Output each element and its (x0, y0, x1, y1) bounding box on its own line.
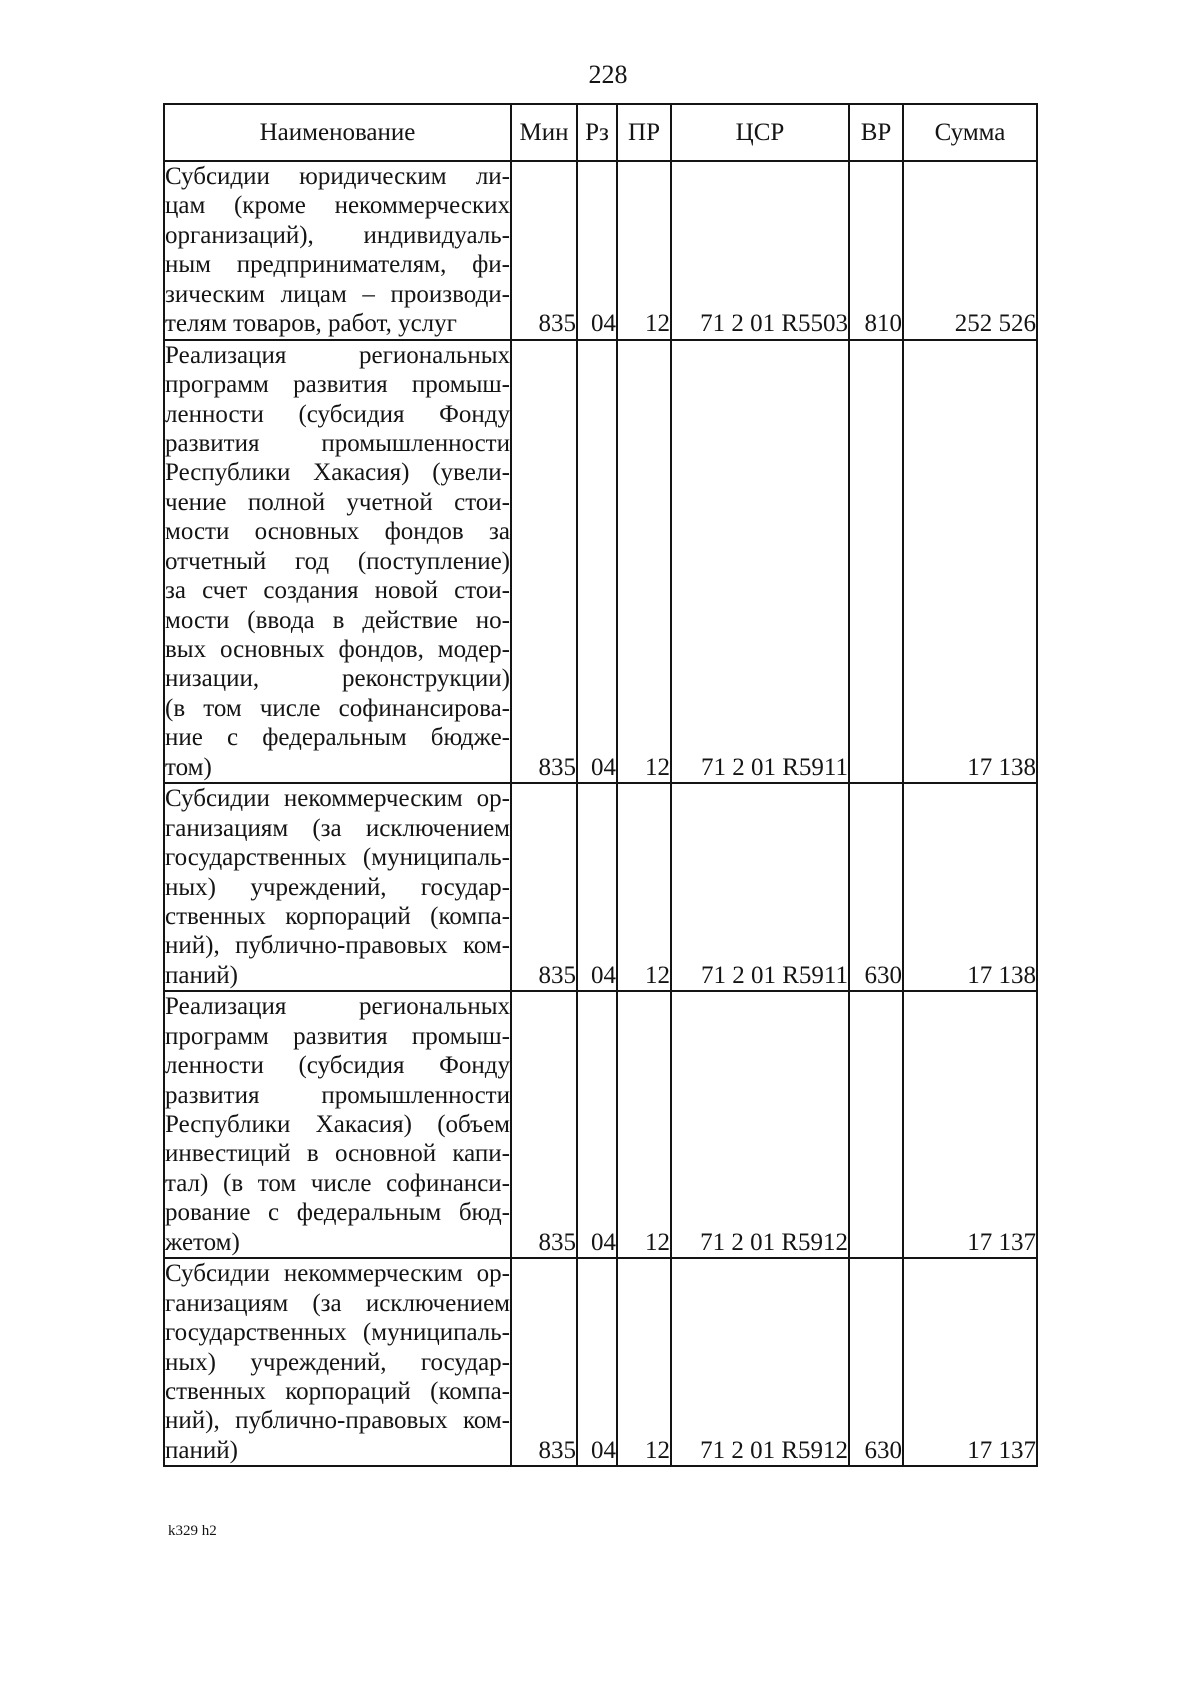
header-rz: Рз (577, 104, 617, 161)
header-name: Наименование (164, 104, 511, 161)
pr-cell: 12 (617, 161, 671, 340)
header-min: Мин (511, 104, 577, 161)
csr-cell: 71 2 01 R5912 (671, 991, 849, 1258)
csr-cell: 71 2 01 R5912 (671, 1258, 849, 1466)
csr-cell: 71 2 01 R5503 (671, 161, 849, 340)
name-line: отчетный год (поступление) (165, 547, 510, 575)
min-cell: 835 (511, 161, 577, 340)
table-row (164, 161, 1037, 340)
name-cell (164, 783, 511, 991)
name-line: зическим лицам – производи- (165, 280, 510, 308)
name-line: мости (ввода в действие но- (165, 606, 510, 634)
name-line: развития промышленности (165, 1081, 510, 1109)
sum-cell: 17 138 (903, 340, 1037, 784)
pr-cell: 12 (617, 783, 671, 991)
name-cell (164, 161, 511, 340)
table-header-row (164, 104, 1037, 161)
name-line: государственных (муниципаль- (165, 1319, 510, 1347)
name-line: Субсидии некоммерческим ор- (165, 785, 510, 813)
vr-cell: 630 (849, 1258, 903, 1466)
name-line: Реализация региональных (165, 993, 510, 1021)
name-line: тал) (в том числе софинанси- (165, 1169, 510, 1197)
min-cell: 835 (511, 991, 577, 1258)
name-line: ние с федеральным бюдже- (165, 724, 510, 752)
vr-cell: 810 (849, 161, 903, 340)
name-line: мости основных фондов за (165, 518, 510, 546)
csr-cell: 71 2 01 R5911 (671, 783, 849, 991)
name-line: том) (165, 753, 212, 781)
sum-cell: 17 137 (903, 1258, 1037, 1466)
name-line: инвестиций в основной капи- (165, 1140, 510, 1168)
name-line: ственных корпораций (компа- (165, 902, 510, 930)
name-line: программ развития промыш- (165, 371, 510, 399)
name-line: паний) (165, 1436, 238, 1464)
vr-cell (849, 991, 903, 1258)
rz-cell: 04 (577, 783, 617, 991)
table-row (164, 783, 1037, 991)
sum-cell: 252 526 (903, 161, 1037, 340)
name-line: ным предпринимателям, фи- (165, 251, 510, 279)
name-line: Реализация региональных (165, 341, 510, 369)
pr-cell: 12 (617, 340, 671, 784)
name-cell (164, 340, 511, 784)
csr-cell: 71 2 01 R5911 (671, 340, 849, 784)
name-line: Субсидии некоммерческим ор- (165, 1260, 510, 1288)
name-line: паний) (165, 961, 238, 989)
name-line: за счет создания новой стои- (165, 577, 510, 605)
min-cell: 835 (511, 783, 577, 991)
name-line: ных) учреждений, государ- (165, 1348, 510, 1376)
name-line: ленности (субсидия Фонду (165, 400, 510, 428)
name-line: цам (кроме некоммерческих (165, 192, 510, 220)
name-line: вых основных фондов, модер- (165, 636, 510, 663)
name-line: ленности (субсидия Фонду (165, 1052, 510, 1080)
pr-cell: 12 (617, 991, 671, 1258)
rz-cell: 04 (577, 1258, 617, 1466)
vr-cell: 630 (849, 783, 903, 991)
min-cell: 835 (511, 1258, 577, 1466)
name-line: ний), публично-правовых ком- (165, 932, 510, 960)
name-line: (в том числе софинансирова- (165, 694, 510, 722)
name-line: ганизациям (за исключением (165, 814, 510, 842)
vr-cell (849, 340, 903, 784)
name-line: государственных (муниципаль- (165, 844, 510, 872)
name-line: Республики Хакасия) (объем (165, 1111, 510, 1138)
name-line: рование с федеральным бюд- (165, 1199, 510, 1227)
header-vr: ВР (849, 104, 903, 161)
name-line: программ развития промыш- (165, 1022, 510, 1050)
header-csr: ЦСР (671, 104, 849, 161)
name-line: Субсидии юридическим ли- (165, 163, 510, 190)
name-line: телям товаров, работ, услуг (165, 310, 457, 338)
name-cell (164, 991, 511, 1258)
table-row (164, 991, 1037, 1258)
name-line: ний), публично-правовых ком- (165, 1407, 510, 1435)
budget-table (163, 103, 1038, 1467)
name-line: развития промышленности (165, 429, 510, 457)
rz-cell: 04 (577, 991, 617, 1258)
table-row (164, 340, 1037, 784)
name-line: Республики Хакасия) (увели- (165, 459, 510, 487)
pr-cell: 12 (617, 1258, 671, 1466)
name-line: чение полной учетной стои- (165, 488, 510, 516)
name-line: низации, реконструкции) (165, 665, 510, 693)
footer-code: k329 h2 (168, 1523, 217, 1539)
name-line: ственных корпораций (компа- (165, 1377, 510, 1405)
name-cell (164, 1258, 511, 1466)
rz-cell: 04 (577, 340, 617, 784)
min-cell: 835 (511, 340, 577, 784)
header-sum: Сумма (903, 104, 1037, 161)
name-line: ганизациям (за исключением (165, 1289, 510, 1317)
sum-cell: 17 138 (903, 783, 1037, 991)
table-row (164, 1258, 1037, 1466)
rz-cell: 04 (577, 161, 617, 340)
header-pr: ПР (617, 104, 671, 161)
sum-cell: 17 137 (903, 991, 1037, 1258)
name-line: ных) учреждений, государ- (165, 873, 510, 901)
name-line: организаций), индивидуаль- (165, 221, 510, 249)
page-number: 228 (588, 60, 628, 89)
name-line: жетом) (165, 1228, 240, 1256)
